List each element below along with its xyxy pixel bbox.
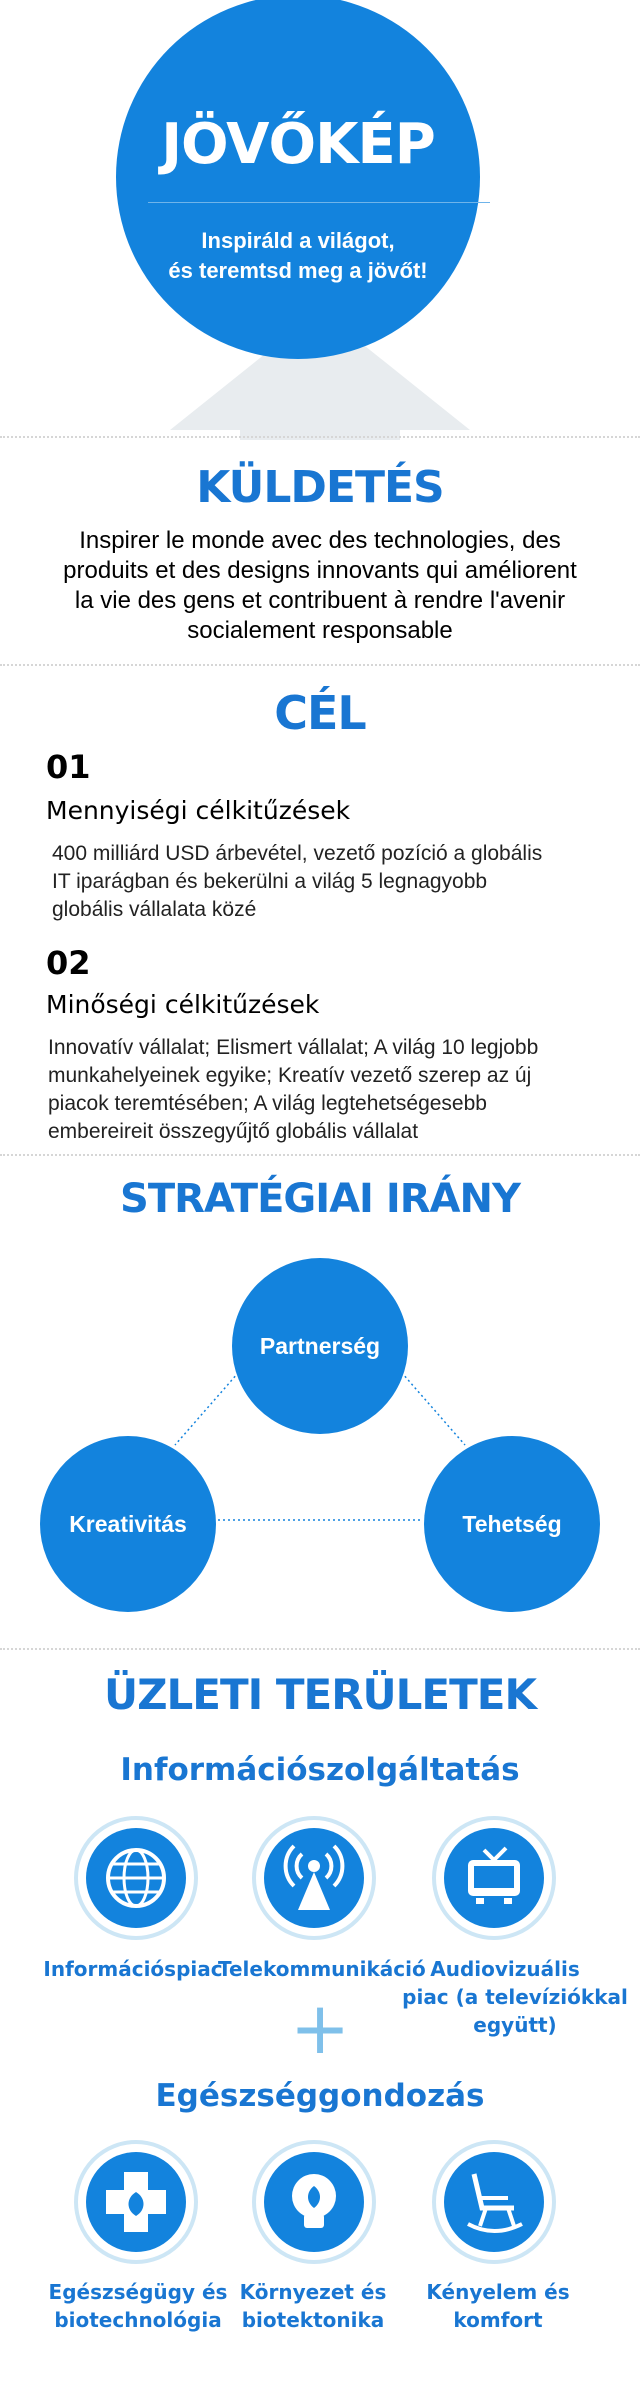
goal-1-number: 01 <box>46 748 91 786</box>
group2-item2-caption-line1: Környezet és <box>239 2280 387 2304</box>
mission-line3: la vie des gens et contribuent à rendre l'avenir <box>74 587 566 614</box>
business-title: ÜZLETI TERÜLETEK <box>103 1670 537 1719</box>
medical-cross-leaf-icon-ring <box>74 2140 198 2264</box>
mission-line1: Inspirer le monde avec des technologies, des <box>79 527 561 554</box>
mission-line4: socialement responsable <box>187 617 453 644</box>
vision-title: JÖVŐKÉP <box>161 112 435 177</box>
strategy-node-creativity <box>40 1436 216 1612</box>
globe-icon-ring <box>74 1816 198 1940</box>
goal-2-line2: munkahelyeinek egyike; Kreatív vezető szerep az új <box>48 1064 532 1087</box>
vision-subtitle-line2: és teremtsd meg a jövőt! <box>168 258 428 283</box>
strategy-node-talent <box>424 1436 600 1612</box>
lightbulb-leaf-icon <box>264 2152 364 2252</box>
antenna-icon <box>264 1828 364 1928</box>
group2-item1-caption-line1: Egészségügy és <box>48 2280 228 2304</box>
group1-item3-caption-line1: Audiovizuális <box>430 1957 580 1981</box>
globe-icon <box>86 1828 186 1928</box>
strategy-title: STRATÉGIAI IRÁNY <box>120 1176 520 1222</box>
group1-item3-caption-line3: együtt) <box>473 2013 557 2037</box>
strategy-node-label: Partnerség <box>259 1332 381 1359</box>
vision-subtitle-line1: Inspiráld a világot, <box>201 228 395 253</box>
group2-title: Egészséggondozás <box>155 2078 485 2114</box>
antenna-icon-ring <box>252 1816 376 1940</box>
goal-1-line3: globális vállalata közé <box>52 898 257 921</box>
rocking-chair-icon <box>444 2152 544 2252</box>
group2-item3-caption-line1: Kényelem és <box>426 2280 570 2304</box>
mission-line2: produits et des designs innovants qui améliorent <box>63 557 577 584</box>
rocking-chair-icon-ring <box>432 2140 556 2264</box>
goal-1-line2: IT iparágban és bekerülni a világ 5 legnagyobb <box>52 870 488 893</box>
divider <box>0 1154 640 1156</box>
group1-item3-caption-line2: piac (a televíziókkal <box>402 1985 628 2009</box>
goal-2-line4: embereireit összegyűjtő globális vállalat <box>48 1120 419 1143</box>
goal-2-heading: Minőségi célkitűzések <box>46 990 320 1019</box>
group1-item2-caption: Telekommunikáció <box>218 1957 426 1981</box>
strategy-node-label: Tehetség <box>462 1510 562 1537</box>
strategy-node-partnership <box>232 1258 408 1434</box>
strategy-node-label: Kreativitás <box>69 1510 187 1537</box>
goal-2-line1: Innovatív vállalat; Elismert vállalat; A világ 10 legjobb <box>48 1036 539 1059</box>
plus-sign: + <box>289 1986 351 2070</box>
lightbulb-leaf-icon-ring <box>252 2140 376 2264</box>
divider <box>0 1648 640 1650</box>
medical-cross-leaf-icon <box>86 2152 186 2252</box>
group2-item1-caption-line2: biotechnológia <box>54 2308 222 2332</box>
goal-1-line1: 400 milliárd USD árbevétel, vezető pozíció a globális <box>52 842 543 865</box>
group1-title: Információszolgáltatás <box>120 1752 520 1788</box>
goal-title: CÉL <box>274 686 366 740</box>
tv-icon-ring <box>432 1816 556 1940</box>
mission-title: KÜLDETÉS <box>196 462 444 513</box>
divider <box>0 436 640 438</box>
divider <box>0 664 640 666</box>
tv-icon <box>444 1828 544 1928</box>
vision-divider <box>148 202 490 203</box>
group2-item3-caption-line2: komfort <box>453 2308 543 2332</box>
vision-circle <box>116 0 480 359</box>
goal-1-heading: Mennyiségi célkitűzések <box>46 796 351 825</box>
goal-2-number: 02 <box>46 944 91 982</box>
goal-2-line3: piacok teremtésében; A világ legtehetségesebb <box>48 1092 487 1115</box>
group2-item2-caption-line2: biotektonika <box>241 2308 385 2332</box>
group1-item1-caption: Információspiac <box>43 1957 223 1981</box>
